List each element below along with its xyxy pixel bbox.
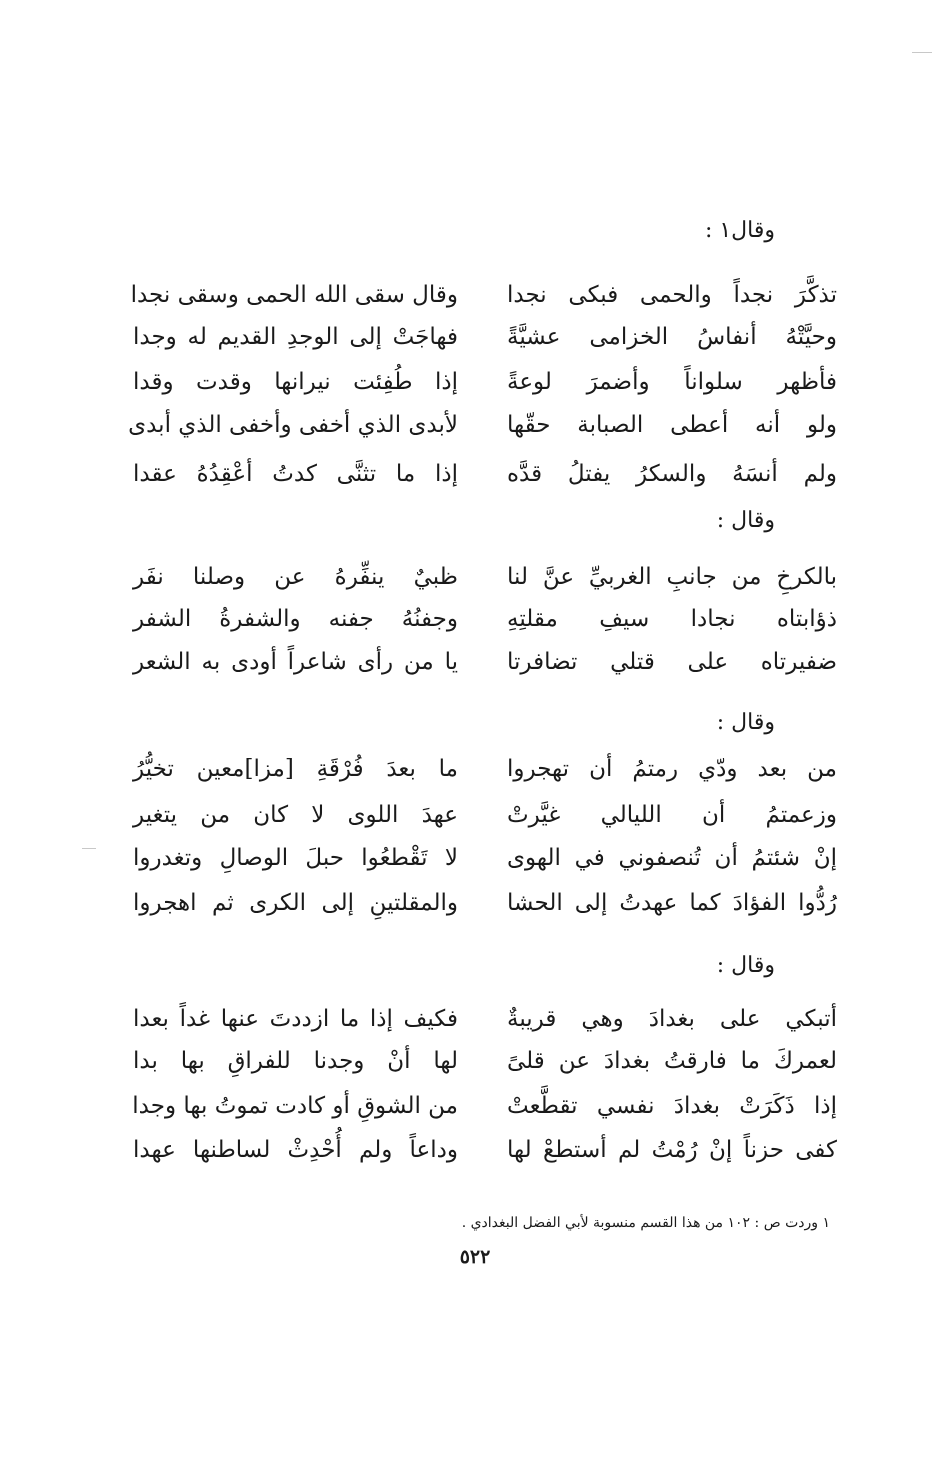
first-hemistich: إنْ شئتمُ أن تُنصفوني في الهوى	[507, 845, 837, 871]
second-hemistich: لأبدى الذي أخفى وأخفى الذي أبدى	[128, 412, 458, 438]
first-hemistich: وحيَّتْهُ أنفاسُ الخزامى عشيَّةً	[507, 324, 837, 350]
poem-heading: وقال :	[716, 953, 775, 978]
second-hemistich: لها أنْ وجدنا للفراقِ بها بدا	[133, 1048, 458, 1074]
first-hemistich: وزعمتمُ أن الليالي غيَّرتْ	[507, 802, 837, 828]
second-hemistich: إذا ما تثنَّى كدتُ أعْقِدُهُ عقدا	[133, 461, 458, 487]
first-hemistich: رُدُّوا الفؤادَ كما عهدتُ إلى الحشا	[507, 890, 837, 916]
verse-row	[0, 454, 950, 514]
verse-row	[0, 883, 950, 943]
second-hemistich: يا من رأى شاعراً أودى به الشعر	[133, 649, 458, 675]
second-hemistich: عهدَ اللوى لا كان من يتغير	[133, 802, 458, 828]
first-hemistich: ولو أنه أعطى الصبابة حقّها	[507, 412, 837, 438]
first-hemistich: ضفيرتاه على قتلي تضافرتا	[507, 649, 837, 675]
second-hemistich: والمقلتينِ إلى الكرى ثم اهجروا	[133, 890, 458, 916]
second-hemistich: فكيف إذا ما ازددتَ عنها غداً بعدا	[133, 1006, 458, 1032]
second-hemistich: ما بعدَ فُرْقَةِ [مزا]معين تخيُّرُ	[133, 756, 458, 782]
second-hemistich: ظبيٌ ينفِّرهُ عن وصلنا نفَر	[133, 564, 458, 590]
first-hemistich: كفى حزناً إنْ رُمْتُ لم أستطعْ لها	[507, 1137, 837, 1163]
first-hemistich: لعمركَ ما فارقتُ بغدادَ عن قلىً	[507, 1048, 837, 1074]
second-hemistich: من الشوقِ أو كادت تموتُ بها وجدا	[132, 1093, 458, 1119]
second-hemistich: إذا طُفِئت نيرانها وقدت وقدا	[133, 369, 458, 395]
verse-row	[0, 1130, 950, 1190]
margin-mark	[912, 52, 932, 53]
poem-heading: وقال :	[716, 710, 775, 735]
first-hemistich: من بعد ودّي رمتمُ أن تهجروا	[507, 756, 837, 782]
poem-heading: وقال١ :	[704, 218, 775, 243]
first-hemistich: إذا ذَكَرَتْ بغدادَ نفسي تقطَّعتْ	[507, 1093, 837, 1119]
second-hemistich: لا تَقْطعُوا حبلَ الوصالِ وتغدروا	[133, 845, 458, 871]
second-hemistich: وداعاً ولم أُحْدِثْ لساطنها عهدا	[133, 1137, 458, 1163]
footnote: ١ وردت ص : ١٠٢ من هذا القسم منسوبة لأبي الفضل البغدادي .	[461, 1215, 830, 1231]
first-hemistich: فأظهر سلواناً وأضمرَ لوعةً	[507, 369, 837, 395]
first-hemistich: ذؤابتاه نجادا سيفِ مقلتِهِ	[507, 606, 837, 632]
second-hemistich: وقال سقى الله الحمى وسقى نجدا	[130, 282, 458, 308]
second-hemistich: فهاجَتْ إلى الوجدِ القديم له وجدا	[133, 324, 458, 350]
first-hemistich: أتبكي على بغدادَ وهي قريبةٌ	[507, 1006, 837, 1032]
page-number: ٥٢٢	[459, 1246, 491, 1268]
poem-heading: وقال :	[716, 508, 775, 533]
verse-row	[0, 642, 950, 702]
first-hemistich: ولم أنسَهُ والسكرُ يفتلُ قدَّه	[507, 461, 837, 487]
first-hemistich: بالكرخِ من جانبِ الغربيِّ عنَّ لنا	[507, 564, 837, 590]
first-hemistich: تذكَّرَ نجداً والحمى فبكى نجدا	[507, 282, 837, 308]
second-hemistich: وجفنُهُ جفنه والشفرةُ الشفر	[133, 606, 458, 632]
